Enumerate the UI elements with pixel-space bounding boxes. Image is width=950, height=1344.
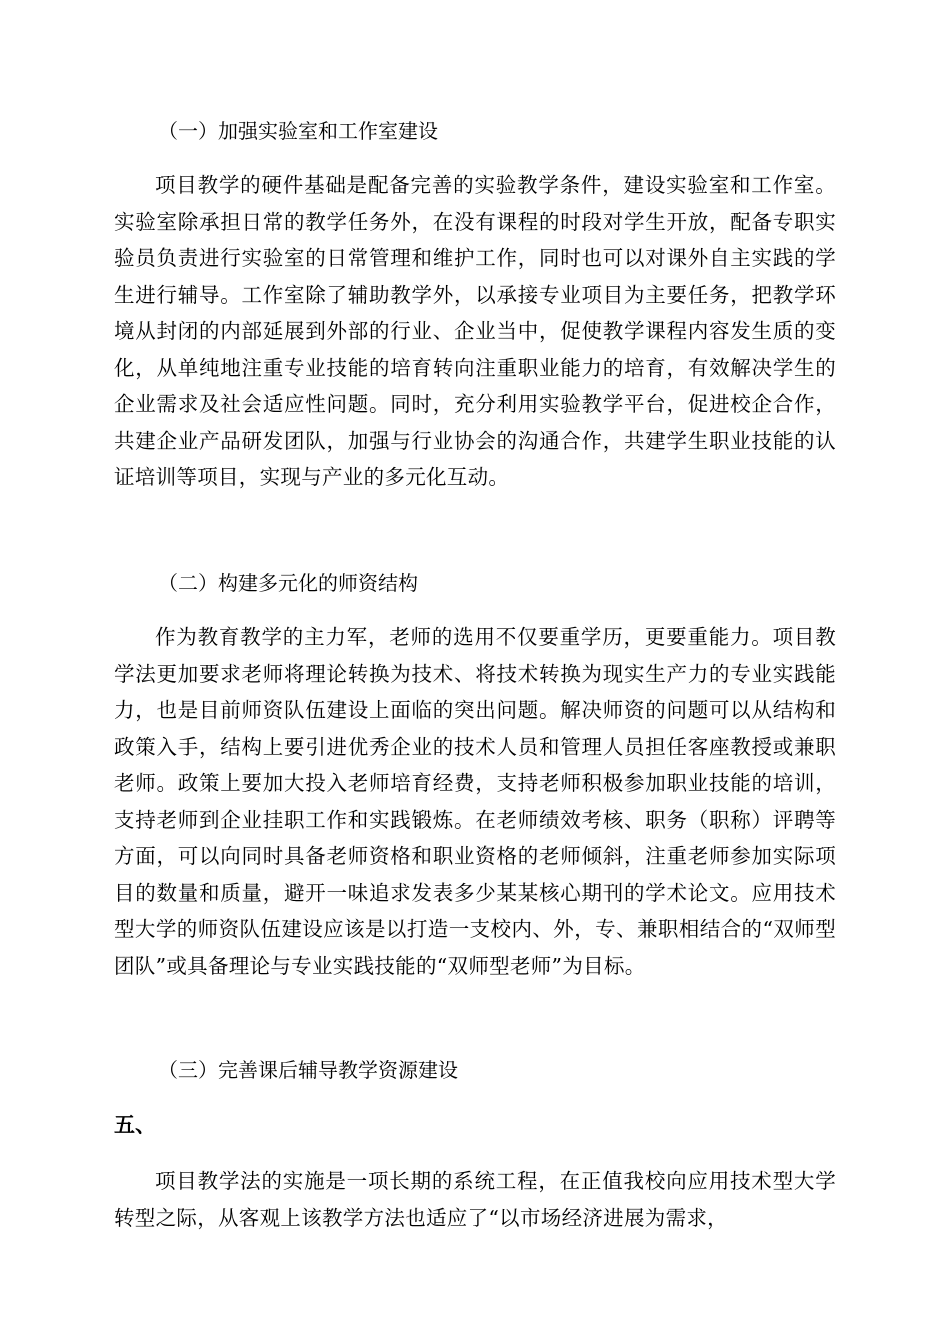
paragraph-section-1: 项目教学的硬件基础是配备完善的实验教学条件，建设实验室和工作室。实验室除承担日常的教学任务外，在没有课程的时段对学生开放，配备专职实验员负责进行实验室的日常管理和维护工作，同时也可以对课外自主实践的学生进行辅导。工作室除了辅助教学外，以承接专业项目为主要任务，把教学环境从封闭的内部延展到外部的行业、企业当中，促使教学课程内容发生质的变化，从单纯地注重专业技能的培育转向注重职业能力的培育，有效解决学生的企业需求及社会适应性问题。同时，充分利用实验教学平台，促进校企合作，共建企业产品研发团队，加强与行业协会的沟通合作，共建学生职业技能的认证培训等项目，实现与产业的多元化互动。 (114, 173, 836, 489)
paragraph-section-2: 作为教育教学的主力军，老师的选用不仅要重学历，更要重能力。项目教学法更加要求老师将理论转换为技术、将技术转换为现实生产力的专业实践能力，也是目前师资队伍建设上面临的突出问题。解决师资的问题可以从结构和政策入手，结构上要引进优秀企业的技术人员和管理人员担任客座教授或兼职老师。政策上要加大投入老师培育经费，支持老师积极参加职业技能的培训，支持老师到企业挂职工作和实践锻炼。在老师绩效考核、职务（职称）评聘等方面，可以向同时具备老师资格和职业资格的老师倾斜，注重老师参加实际项目的数量和质量，避开一味追求发表多少某某核心期刊的学术论文。应用技术型大学的师资队伍建设应该是以打造一支校内、外，专、兼职相结合的“双师型团队”或具备理论与专业实践技能的“双师型老师”为目标。 (114, 625, 836, 978)
section-five-number: 五、 (114, 1112, 156, 1137)
paragraph-section-5: 项目教学法的实施是一项长期的系统工程，在正值我校向应用技术型大学转型之际，从客观上该教学方法也适应了“以市场经济进展为需求， (114, 1169, 836, 1230)
heading-section-1: （一）加强实验室和工作室建设 (158, 119, 438, 143)
heading-section-3: （三）完善课后辅导教学资源建设 (158, 1058, 458, 1082)
heading-section-2: （二）构建多元化的师资结构 (158, 571, 418, 595)
